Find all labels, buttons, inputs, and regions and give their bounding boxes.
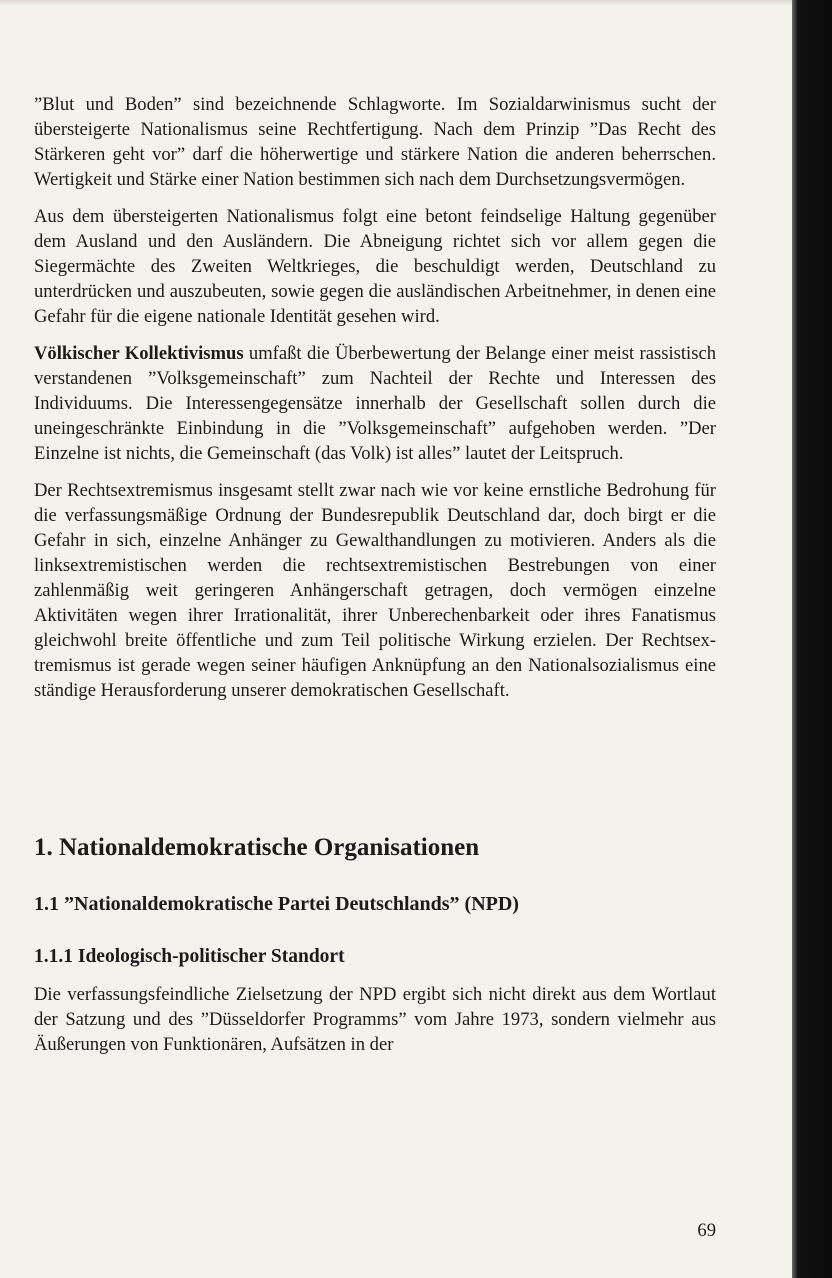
- paragraph-lead-term: Völkischer Kollektivismus: [34, 343, 244, 364]
- paragraph-text: ”Blut und Boden” sind bezeichnende Schlagworte. Im Sozialdarwinismus sucht der übersteigerte Nationalismus seine Rechtfertigung. Nach dem Prinzip ”Das Recht des Stärkeren geht vor” darf die höherwertige und stärkere Nation die anderen beherrschen. Wertigkeit und Stärke einer Nation bestimmen sich nach dem Durchsetzungsvermögen.: [34, 94, 716, 190]
- paragraph-nationalismus: [34, 204, 716, 329]
- section-spacer: [34, 715, 716, 833]
- page-top-shadow: [0, 0, 792, 6]
- paragraph-text: Die verfassungsfeindliche Zielsetzung der NPD ergibt sich nicht direkt aus dem Wortlaut der Satzung und des ”Düsseldorfer Programms” vom Jahre 1973, sondern vielmehr aus Äußerungen von Funktionären, Aufsätzen in der: [34, 984, 716, 1055]
- paragraph-text: Der Rechtsextremismus insgesamt stellt zwar nach wie vor keine ernstliche Bedrohung für die verfassungsmäßige Ordnung der Bundesrepublik Deutschland dar, doch birgt er die Gefahr in sich, einzelne Anhänger zu Gewalthandlungen zu motivieren. Anders als die linksextremistischen werden die rechtsextremistischen Bestrebungen von einer zahlenmäßig weit geringeren Anhängerschaft getragen, doch vermögen einzelne Aktivitäten wegen ihrer Irrationalität, ihrer Unberechenbarkeit oder ihres Fanatismus gleichwohl breite öffentliche und zum Teil politische Wirkung erzielen. Der Rechtsextremismus ist gerade wegen seiner häufigen Anknüpfung an den Nationalsozialismus eine ständige Herausforderung unserer demokratischen Gesellschaft.: [34, 480, 716, 701]
- page-body: [34, 92, 716, 1069]
- section-heading: 1.1 ”Nationaldemokratische Partei Deutschlands” (NPD): [34, 893, 519, 915]
- paragraph-text: Aus dem übersteigerten Nationalismus folgt eine betont feindselige Haltung gegenüber dem Ausland und den Ausländern. Die Abneigung richtet sich vor allem gegen die Siegermächte des Zweiten Weltkrieges, die beschuldigt werden, Deutschland zu unterdrücken und auszubeuten, sowie gegen die ausländischen Arbeitnehmer, in denen eine Gefahr für die eigene nationale Identität gesehen wird.: [34, 206, 716, 327]
- paragraph-rechtsextremismus: [34, 478, 716, 703]
- chapter-heading: 1. Nationaldemokratische Organisationen: [34, 834, 480, 861]
- paragraph-text: umfaßt die Überbewertung der Belange einer meist rassistisch verstandenen ”Volksgemeinschaft” zum Nachteil der Rechte und Interessen des Individuums. Die Interessengegensätze innerhalb der Gesellschaft sollen durch die uneingeschränkte Einbindung in die ”Volksgemeinschaft” aufgehoben werden. ”Der Einzelne ist nichts, die Gemeinschaft (das Volk) ist alles” lautet der Leitspruch.: [34, 343, 716, 464]
- subsection-heading: 1.1.1 Ideologisch-politischer Standort: [34, 946, 345, 967]
- paragraph-npd-zielsetzung: [34, 982, 716, 1057]
- page-number: 69: [697, 1220, 716, 1241]
- book-spine-edge: [792, 0, 832, 1278]
- paragraph-kollektivismus: [34, 341, 716, 466]
- paragraph-blut-und-boden: [34, 92, 716, 192]
